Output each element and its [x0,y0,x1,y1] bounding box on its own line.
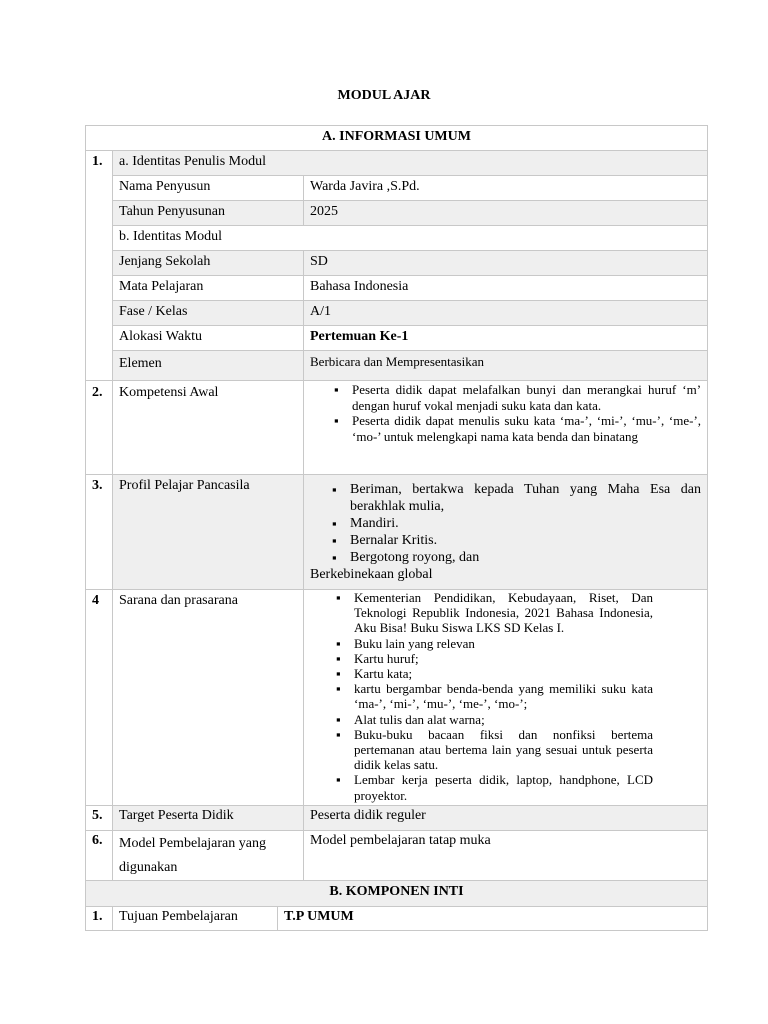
list-item: ▪ Bergotong royong, dan [350,549,701,566]
sarana-list [334,590,653,803]
list-item: ▪ kartu bergambar benda-benda yang memiliki suku kata ‘ma-’, ‘mi-’, ‘mu-’, ‘me-’, ‘mo-’; [354,681,653,711]
tujuan-subtable [113,907,707,930]
list-item: ▪ Lembar kerja peserta didik, laptop, handphone, LCD proyektor. [354,772,653,802]
fase-value: A/1 [304,301,708,326]
nama-value: Warda Javira ,S.Pd. [304,176,708,201]
model-value: Model pembelajaran tatap muka [304,831,708,881]
sarana-label: Sarana dan prasarana [113,590,304,806]
row-number-2: 2. [86,381,113,475]
modul-heading: b. Identitas Modul [113,226,708,251]
module-table [85,125,708,931]
list-item: ▪ Beriman, bertakwa kepada Tuhan yang Maha Esa dan berakhlak mulia, [350,481,701,515]
section-b-header: B. KOMPONEN INTI [86,881,708,907]
mapel-label: Mata Pelajaran [113,276,304,301]
target-label: Target Peserta Didik [113,806,304,831]
row-number-1: 1. [86,151,113,381]
jenjang-value: SD [304,251,708,276]
sarana-list-cell [304,590,708,806]
tahun-value: 2025 [304,201,708,226]
profil-label: Profil Pelajar Pancasila [113,475,304,590]
list-item: ▪ Buku lain yang relevan [354,636,653,651]
section-a-header: A. INFORMASI UMUM [86,126,708,151]
elemen-label: Elemen [113,351,304,381]
tahun-label: Tahun Penyusunan [113,201,304,226]
tujuan-label: Tujuan Pembelajaran [113,907,278,930]
profil-tail: Berkebinekaan global [310,567,433,582]
list-item: ▪ Mandiri. [350,515,701,532]
profil-list-cell [304,475,708,590]
model-label: Model Pembelajaran yang digunakan [113,831,304,881]
row-number-5: 5. [86,806,113,831]
row-number-6: 6. [86,831,113,881]
alokasi-label: Alokasi Waktu [113,326,304,351]
tujuan-cell [113,907,708,931]
kompetensi-list [332,382,701,444]
list-item: ▪ Buku-buku bacaan fiksi dan nonfiksi bertema pertemanan atau bertema lain yang sesuai untuk peserta didik kelas satu. [354,727,653,773]
list-item: ▪ Peserta didik dapat melafalkan bunyi dan merangkai huruf ‘m’ dengan huruf vokal menjadi suku kata dan kata. [352,382,701,413]
elemen-value: Berbicara dan Mempresentasikan [304,351,708,381]
profil-list [310,481,701,566]
row-number-b1: 1. [86,907,113,931]
list-item: ▪ Kementerian Pendidikan, Kebudayaan, Riset, Dan Teknologi Republik Indonesia, 2021 Bahasa Indonesia, Aku Bisa! Buku Siswa LKS SD Kelas I. [354,590,653,636]
jenjang-label: Jenjang Sekolah [113,251,304,276]
kompetensi-list-cell [304,381,708,475]
fase-label: Fase / Kelas [113,301,304,326]
list-item: ▪ Alat tulis dan alat warna; [354,712,653,727]
list-item: ▪ Kartu huruf; [354,651,653,666]
document-title: MODUL AJAR [337,88,431,103]
nama-label: Nama Penyusun [113,176,304,201]
kompetensi-label: Kompetensi Awal [113,381,304,475]
row-number-3: 3. [86,475,113,590]
list-item: ▪ Peserta didik dapat menulis suku kata ‘ma-’, ‘mi-’, ‘mu-’, ‘me-’, ‘mo-’ untuk melengkapi nama kata benda dan binatang [352,413,701,444]
tujuan-value: T.P UMUM [284,909,354,924]
list-item: ▪ Bernalar Kritis. [350,532,701,549]
penulis-heading: a. Identitas Penulis Modul [113,151,708,176]
row-number-4: 4 [86,590,113,806]
mapel-value: Bahasa Indonesia [304,276,708,301]
target-value: Peserta didik reguler [304,806,708,831]
list-item: ▪ Kartu kata; [354,666,653,681]
alokasi-value: Pertemuan Ke-1 [304,326,708,351]
